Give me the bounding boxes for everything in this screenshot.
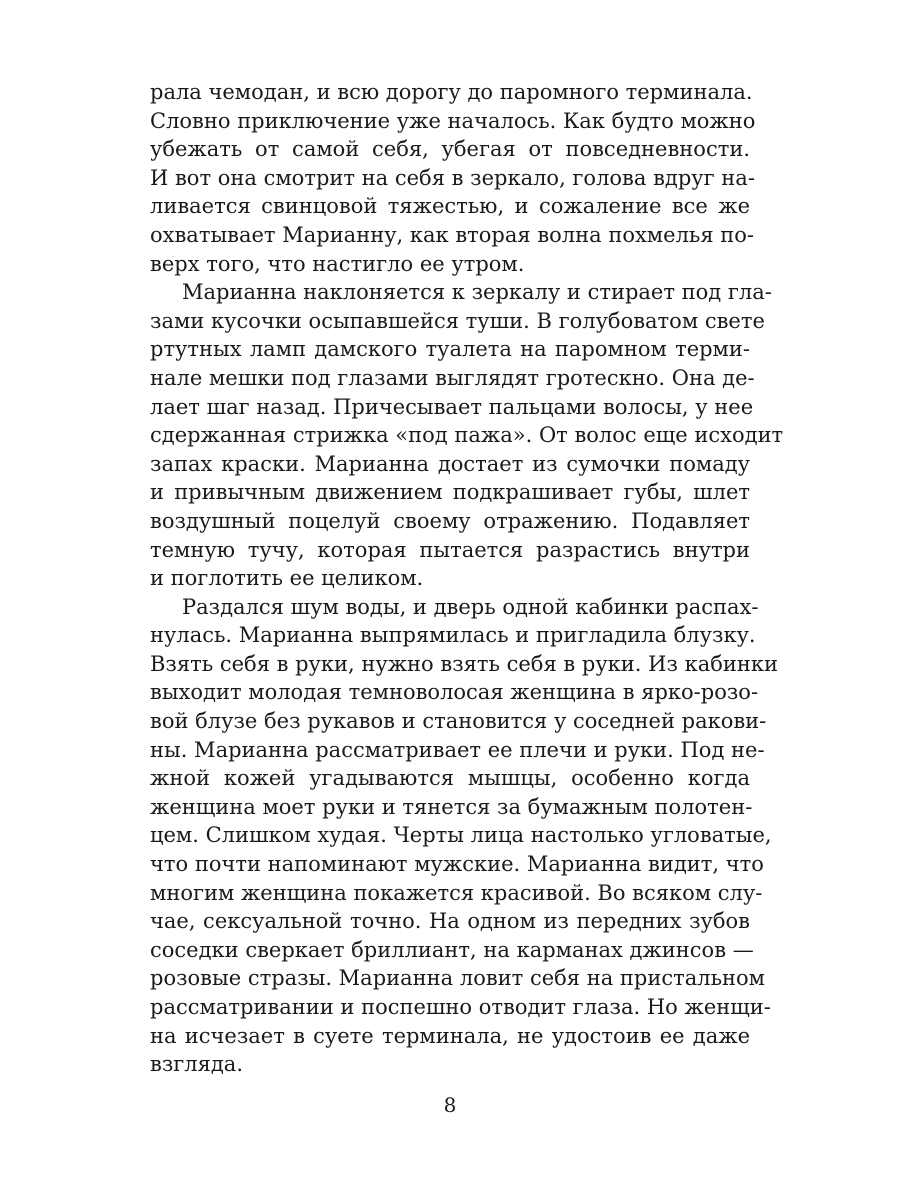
- text-line: воздушный поцелуй своему отражению. Подавляет: [150, 508, 750, 533]
- text-line: что почти напоминают мужские. Марианна видит, что: [150, 852, 764, 877]
- text-line: Марианна наклоняется к зеркалу и стирает под гла-: [182, 280, 772, 305]
- page-number: 8: [443, 1093, 457, 1117]
- paragraph-3: [150, 593, 778, 1079]
- text-line: верх того, что настигло ее утром.: [150, 251, 525, 276]
- text-line: чае, сексуальной точно. На одном из передних зубов: [150, 909, 750, 934]
- text-line: Раздался шум воды, и дверь одной кабинки распах-: [182, 594, 759, 619]
- paragraph-2: [150, 278, 784, 593]
- text-line: ртутных ламп дамского туалета на паромном терми-: [150, 337, 750, 362]
- page-body: [150, 78, 784, 1178]
- text-line: Словно приключение уже началось. Как будто можно: [150, 108, 756, 133]
- text-line: нале мешки под глазами выглядят гротескно. Она де-: [150, 365, 755, 390]
- text-line: ны. Марианна рассматривает ее плечи и руки. Под не-: [150, 737, 765, 762]
- text-line: лает шаг назад. Причесывает пальцами волосы, у нее: [150, 394, 754, 419]
- text-line: соседки сверкает бриллиант, на карманах джинсов —: [150, 937, 754, 962]
- text-line: убежать от самой себя, убегая от повседневности.: [150, 137, 750, 162]
- text-line: женщина моет руки и тянется за бумажным полотен-: [150, 794, 753, 819]
- text-line: ливается свинцовой тяжестью, и сожаление все же: [150, 194, 750, 219]
- text-line: запах краски. Марианна достает из сумочки помаду: [150, 451, 750, 476]
- text-line: вой блузе без рукавов и становится у соседней ракови-: [150, 709, 767, 734]
- text-line: Взять себя в руки, нужно взять себя в руки. Из кабинки: [150, 651, 778, 676]
- text-line: охватывает Марианну, как вторая волна похмелья по-: [150, 222, 754, 247]
- text-line: и поглотить ее целиком.: [150, 566, 424, 591]
- text-line: на исчезает в суете терминала, не удостоив ее даже: [150, 1023, 750, 1048]
- text-line: рассматривании и поспешно отводит глаза. Но женщи-: [150, 995, 771, 1019]
- text-line: зами кусочки осыпавшейся туши. В голубоватом свете: [150, 308, 765, 333]
- text-line: розовые стразы. Марианна ловит себя на пристальном: [150, 966, 765, 991]
- text-line: цем. Слишком худая. Черты лица настолько угловатые,: [150, 823, 772, 848]
- text-line: многим женщина покажется красивой. Во всяком слу-: [150, 880, 763, 905]
- text-line: И вот она смотрит на себя в зеркало, голова вдруг на-: [150, 165, 755, 190]
- text-line: жной кожей угадываются мышцы, особенно когда: [150, 766, 750, 791]
- text-line: выходит молодая темноволосая женщина в ярко-розо-: [150, 680, 759, 705]
- text-line: и привычным движением подкрашивает губы, шлет: [150, 480, 750, 505]
- text-line: нулась. Марианна выпрямилась и пригладила блузку.: [150, 623, 756, 648]
- text-line: сдержанная стрижка «под пажа». От волос еще исходит: [150, 423, 784, 448]
- text-line: взгляда.: [150, 1052, 243, 1077]
- paragraph-1: [150, 78, 756, 278]
- text-line: темную тучу, которая пытается разрастись внутри: [150, 537, 750, 562]
- text-line: рала чемодан, и всю дорогу до паромного терминала.: [150, 80, 753, 104]
